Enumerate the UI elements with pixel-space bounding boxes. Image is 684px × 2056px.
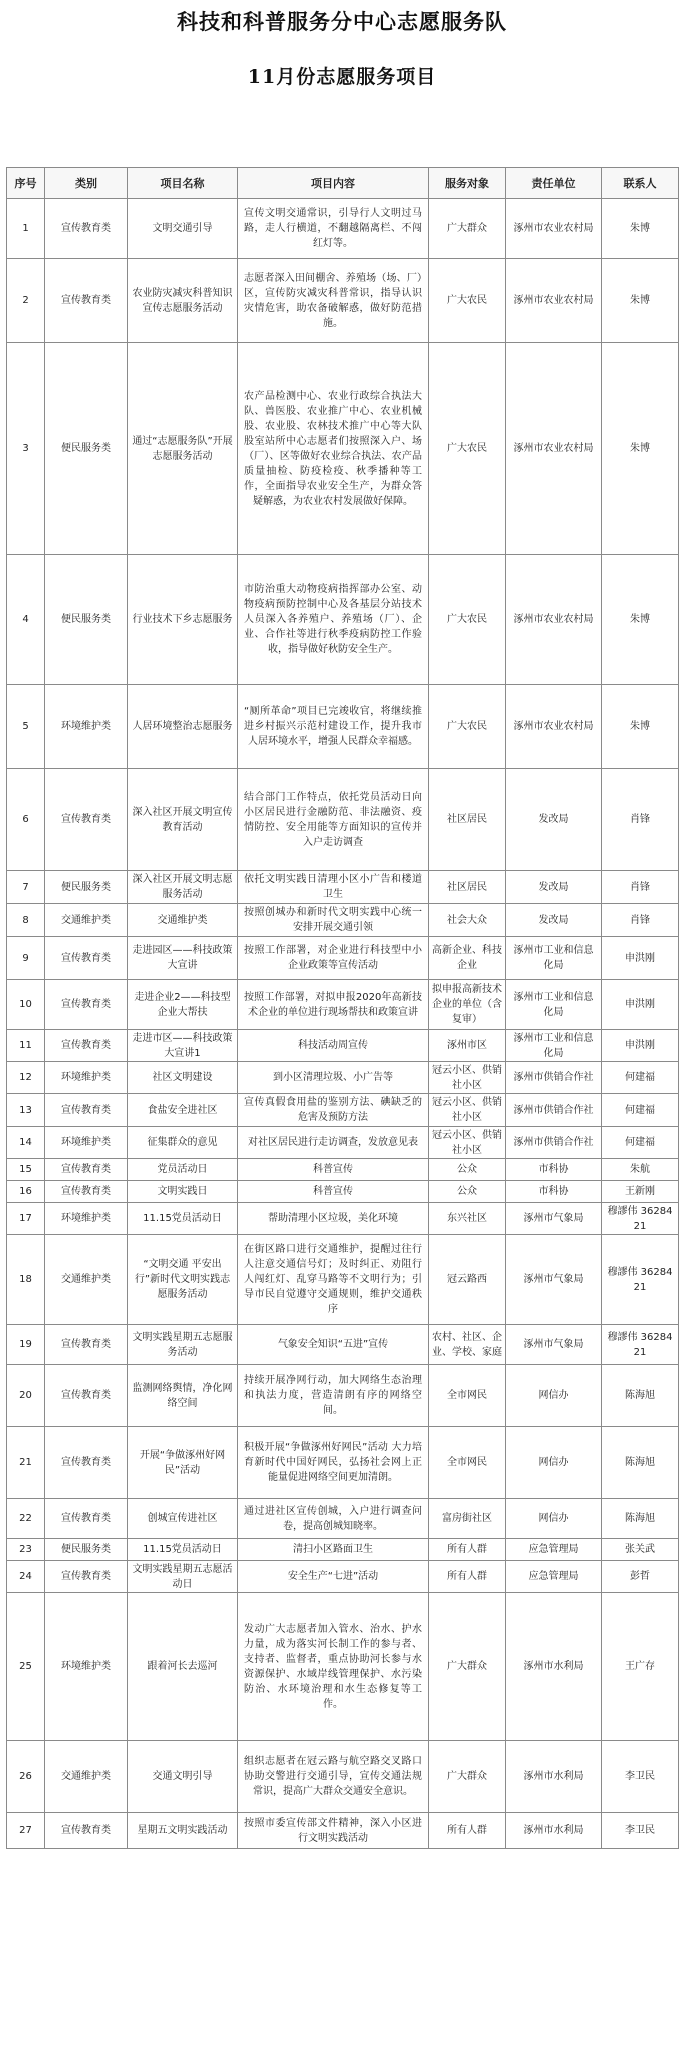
cell-content: 在街区路口进行交通维护，提醒过往行人注意交通信号灯；及时纠正、劝阻行人闯红灯、乱穿马路等不文明行为；引导市民自觉遵守交通规则，维护交通秩序: [238, 1235, 429, 1325]
cell-unit: 涿州市农业农村局: [506, 685, 602, 769]
cell-category: 宣传教育类: [45, 1365, 128, 1427]
cell-contact: 肖锋: [602, 769, 679, 871]
cell-no: 6: [7, 769, 45, 871]
cell-content: 清扫小区路面卫生: [238, 1539, 429, 1561]
cell-name: 走进园区——科技政策大宣讲: [128, 937, 238, 980]
cell-unit: 应急管理局: [506, 1561, 602, 1593]
table-row: [7, 1499, 679, 1539]
table-row: [7, 980, 679, 1030]
header-content: 项目内容: [238, 168, 429, 199]
cell-unit: 发改局: [506, 904, 602, 937]
cell-contact: 王新刚: [602, 1181, 679, 1203]
cell-name: 监测网络舆情，净化网络空间: [128, 1365, 238, 1427]
cell-no: 5: [7, 685, 45, 769]
cell-unit: 发改局: [506, 769, 602, 871]
cell-category: 宣传教育类: [45, 1094, 128, 1127]
cell-unit: 涿州市农业农村局: [506, 555, 602, 685]
cell-name: 创城宣传进社区: [128, 1499, 238, 1539]
cell-category: 环境维护类: [45, 1203, 128, 1235]
table-header-row: [7, 168, 679, 199]
cell-content: 按照工作部署，对拟申报2020年高新技术企业的单位进行现场帮扶和政策宣讲: [238, 980, 429, 1030]
cell-target: 社区居民: [429, 871, 506, 904]
cell-unit: 涿州市供销合作社: [506, 1127, 602, 1159]
cell-target: 冠云小区、供销社小区: [429, 1094, 506, 1127]
cell-unit: 涿州市供销合作社: [506, 1094, 602, 1127]
cell-name: 11.15党员活动日: [128, 1203, 238, 1235]
cell-no: 24: [7, 1561, 45, 1593]
cell-no: 20: [7, 1365, 45, 1427]
cell-name: 走进市区——科技政策大宣讲1: [128, 1030, 238, 1062]
cell-no: 3: [7, 343, 45, 555]
cell-category: 环境维护类: [45, 1127, 128, 1159]
cell-target: 广大群众: [429, 199, 506, 259]
project-table: [6, 167, 679, 1849]
cell-content: 对社区居民进行走访调查，发放意见表: [238, 1127, 429, 1159]
cell-unit: 涿州市工业和信息化局: [506, 937, 602, 980]
cell-contact: 李卫民: [602, 1813, 679, 1849]
cell-content: 到小区清理垃圾、小广告等: [238, 1062, 429, 1094]
table-row: [7, 904, 679, 937]
cell-category: 便民服务类: [45, 343, 128, 555]
cell-no: 1: [7, 199, 45, 259]
cell-content: 组织志愿者在冠云路与航空路交叉路口协助交警进行交通引导，宣传交通法规常识，提高广大群众交通安全意识。: [238, 1741, 429, 1813]
cell-content: 安全生产“七进”活动: [238, 1561, 429, 1593]
cell-no: 21: [7, 1427, 45, 1499]
cell-name: 文明交通引导: [128, 199, 238, 259]
cell-contact: 何建福: [602, 1062, 679, 1094]
cell-contact: 申洪刚: [602, 937, 679, 980]
cell-target: 东兴社区: [429, 1203, 506, 1235]
cell-unit: 应急管理局: [506, 1539, 602, 1561]
table-row: [7, 1813, 679, 1849]
cell-target: 广大农民: [429, 343, 506, 555]
cell-target: 所有人群: [429, 1561, 506, 1593]
cell-category: 便民服务类: [45, 555, 128, 685]
table-row: [7, 871, 679, 904]
header-target: 服务对象: [429, 168, 506, 199]
header-no: 序号: [7, 168, 45, 199]
table-body: [7, 199, 679, 1849]
cell-target: 农村、社区、企业、学校、家庭: [429, 1325, 506, 1365]
cell-contact: 申洪刚: [602, 980, 679, 1030]
cell-contact: 朱博: [602, 685, 679, 769]
cell-category: 环境维护类: [45, 1593, 128, 1741]
table-row: [7, 1235, 679, 1325]
header-name: 项目名称: [128, 168, 238, 199]
cell-contact: 彭哲: [602, 1561, 679, 1593]
cell-name: 农业防灾减灾科普知识宣传志愿服务活动: [128, 259, 238, 343]
cell-category: 宣传教育类: [45, 1181, 128, 1203]
cell-contact: 张关武: [602, 1539, 679, 1561]
table-row: [7, 1427, 679, 1499]
cell-target: 广大群众: [429, 1741, 506, 1813]
cell-category: 宣传教育类: [45, 259, 128, 343]
cell-name: “文明交通 平安出行”新时代文明实践志愿服务活动: [128, 1235, 238, 1325]
cell-content: 积极开展“争做涿州好网民”活动 大力培育新时代中国好网民，弘扬社会网上正能量促进网络空间更加清朗。: [238, 1427, 429, 1499]
cell-contact: 肖锋: [602, 871, 679, 904]
cell-no: 11: [7, 1030, 45, 1062]
cell-unit: 涿州市水利局: [506, 1813, 602, 1849]
cell-category: 宣传教育类: [45, 199, 128, 259]
cell-category: 宣传教育类: [45, 1427, 128, 1499]
cell-no: 19: [7, 1325, 45, 1365]
cell-content: 依托文明实践日清理小区小广告和楼道 卫生: [238, 871, 429, 904]
cell-unit: 涿州市农业农村局: [506, 259, 602, 343]
cell-unit: 市科协: [506, 1181, 602, 1203]
cell-unit: 网信办: [506, 1427, 602, 1499]
cell-category: 环境维护类: [45, 1062, 128, 1094]
cell-no: 2: [7, 259, 45, 343]
cell-target: 公众: [429, 1181, 506, 1203]
cell-category: 环境维护类: [45, 685, 128, 769]
cell-target: 冠云小区、供销社小区: [429, 1127, 506, 1159]
cell-content: 按照创城办和新时代文明实践中心统一安排开展交通引领: [238, 904, 429, 937]
cell-contact: 陈海旭: [602, 1499, 679, 1539]
cell-unit: 网信办: [506, 1365, 602, 1427]
cell-contact: 肖锋: [602, 904, 679, 937]
table-row: [7, 1181, 679, 1203]
cell-unit: 网信办: [506, 1499, 602, 1539]
cell-target: 社区居民: [429, 769, 506, 871]
header-category: 类别: [45, 168, 128, 199]
table-row: [7, 685, 679, 769]
cell-contact: 朱博: [602, 199, 679, 259]
cell-category: 交通维护类: [45, 1235, 128, 1325]
cell-content: 通过进社区宣传创城，入户进行调查问卷，提高创城知晓率。: [238, 1499, 429, 1539]
table-row: [7, 937, 679, 980]
table-row: [7, 1127, 679, 1159]
table-row: [7, 1062, 679, 1094]
cell-no: 18: [7, 1235, 45, 1325]
cell-contact: 朱博: [602, 555, 679, 685]
cell-unit: 涿州市工业和信息化局: [506, 1030, 602, 1062]
cell-name: 深入社区开展文明宣传教育活动: [128, 769, 238, 871]
cell-target: 全市网民: [429, 1427, 506, 1499]
cell-target: 涿州市区: [429, 1030, 506, 1062]
cell-content: 帮助清理小区垃圾，美化环境: [238, 1203, 429, 1235]
table-row: [7, 1030, 679, 1062]
cell-contact: 穆謬伟 3628421: [602, 1203, 679, 1235]
cell-category: 交通维护类: [45, 1741, 128, 1813]
cell-target: 冠云小区、供销社小区: [429, 1062, 506, 1094]
cell-name: 交通文明引导: [128, 1741, 238, 1813]
page-subtitle: 11月份志愿服务项目: [247, 66, 437, 88]
cell-name: 交通维护类: [128, 904, 238, 937]
cell-no: 13: [7, 1094, 45, 1127]
cell-name: 食盐安全进社区: [128, 1094, 238, 1127]
cell-name: 走进企业2——科技型企业大帮扶: [128, 980, 238, 1030]
cell-unit: 涿州市水利局: [506, 1593, 602, 1741]
cell-target: 拟申报高新技术企业的单位（含复审）: [429, 980, 506, 1030]
cell-name: 征集群众的意见: [128, 1127, 238, 1159]
cell-name: 文明实践日: [128, 1181, 238, 1203]
cell-target: 广大农民: [429, 555, 506, 685]
cell-target: 富房街社区: [429, 1499, 506, 1539]
table-row: [7, 769, 679, 871]
cell-content: 宣传文明交通常识，引导行人文明过马路，走人行横道，不翻越隔离栏、不闯红灯等。: [238, 199, 429, 259]
table-row: [7, 1325, 679, 1365]
table-row: [7, 1094, 679, 1127]
table-row: [7, 1593, 679, 1741]
cell-category: 宣传教育类: [45, 1813, 128, 1849]
cell-contact: 穆謬伟 3628421: [602, 1235, 679, 1325]
table-row: [7, 1561, 679, 1593]
cell-category: 便民服务类: [45, 871, 128, 904]
header-contact: 联系人: [602, 168, 679, 199]
cell-no: 16: [7, 1181, 45, 1203]
cell-unit: 涿州市气象局: [506, 1325, 602, 1365]
cell-contact: 朱博: [602, 343, 679, 555]
cell-name: 深入社区开展文明志愿服务活动: [128, 871, 238, 904]
cell-unit: 涿州市农业农村局: [506, 199, 602, 259]
cell-content: 发动广大志愿者加入管水、治水、护水力量，成为落实河长制工作的参与者、支持者、监督者，重点协助河长参与水资源保护、水域岸线管理保护、水污染防治、水环境治理和水生态修复等工作。: [238, 1593, 429, 1741]
cell-content: “厕所革命”项目已完竣收官，将继续推进乡村振兴示范村建设工作，提升我市人居环境水平，增强人民群众幸福感。: [238, 685, 429, 769]
cell-no: 10: [7, 980, 45, 1030]
table-row: [7, 555, 679, 685]
cell-contact: 陈海旭: [602, 1427, 679, 1499]
cell-contact: 陈海旭: [602, 1365, 679, 1427]
cell-no: 22: [7, 1499, 45, 1539]
cell-target: 冠云路西: [429, 1235, 506, 1325]
cell-category: 交通维护类: [45, 904, 128, 937]
cell-target: 公众: [429, 1159, 506, 1181]
cell-content: 农产品检测中心、农业行政综合执法大队、兽医股、农业推广中心、农业机械股、农业股、农林技术推广中心等大队股室站所中心志愿者们按照深入户、场（厂）、区等做好农业综合执法、农产品质量抽检、防疫检疫、秋季播种等工作，全面指导农业安全生产，为群众答疑解惑，为农业农村发展做好保障。: [238, 343, 429, 555]
cell-content: 科普宣传: [238, 1159, 429, 1181]
cell-content: 持续开展净网行动，加大网络生态治理和执法力度，营造清朗有序的网络空间。: [238, 1365, 429, 1427]
cell-category: 便民服务类: [45, 1539, 128, 1561]
table-row: [7, 1539, 679, 1561]
cell-no: 9: [7, 937, 45, 980]
cell-contact: 何建福: [602, 1094, 679, 1127]
cell-content: 志愿者深入田间棚舍、养殖场（场、厂）区，宣传防灾减灾科普常识，指导认识灾情危害，助农备破解惑，做好防范措施。: [238, 259, 429, 343]
cell-category: 宣传教育类: [45, 1159, 128, 1181]
table-row: [7, 1741, 679, 1813]
cell-unit: 市科协: [506, 1159, 602, 1181]
cell-unit: 涿州市气象局: [506, 1203, 602, 1235]
cell-name: 文明实践星期五志愿服务活动: [128, 1325, 238, 1365]
cell-content: 科普宣传: [238, 1181, 429, 1203]
cell-name: 跟着河长去巡河: [128, 1593, 238, 1741]
cell-target: 广大农民: [429, 259, 506, 343]
cell-no: 14: [7, 1127, 45, 1159]
cell-name: 党员活动日: [128, 1159, 238, 1181]
cell-target: 高新企业、科技企业: [429, 937, 506, 980]
cell-unit: 发改局: [506, 871, 602, 904]
cell-contact: 朱航: [602, 1159, 679, 1181]
page-title: 科技和科普服务分中心志愿服务队: [177, 9, 507, 34]
table-row: [7, 1159, 679, 1181]
cell-contact: 王广存: [602, 1593, 679, 1741]
cell-contact: 何建福: [602, 1127, 679, 1159]
cell-category: 宣传教育类: [45, 1030, 128, 1062]
cell-no: 12: [7, 1062, 45, 1094]
cell-target: 全市网民: [429, 1365, 506, 1427]
cell-category: 宣传教育类: [45, 980, 128, 1030]
cell-unit: 涿州市气象局: [506, 1235, 602, 1325]
cell-name: 文明实践星期五志愿活动日: [128, 1561, 238, 1593]
cell-no: 7: [7, 871, 45, 904]
cell-content: 按照市委宣传部文件精神，深入小区进行文明实践活动: [238, 1813, 429, 1849]
cell-content: 市防治重大动物疫病指挥部办公室、动物疫病预防控制中心及各基层分站技术人员深入各养殖户、养殖场（厂）、企业、合作社等进行秋季疫病防控工作验收，指导做好秋防安全生产。: [238, 555, 429, 685]
cell-unit: 涿州市工业和信息化局: [506, 980, 602, 1030]
cell-no: 17: [7, 1203, 45, 1235]
cell-content: 气象安全知识“五进”宣传: [238, 1325, 429, 1365]
table-row: [7, 1203, 679, 1235]
cell-contact: 朱博: [602, 259, 679, 343]
cell-no: 15: [7, 1159, 45, 1181]
cell-target: 所有人群: [429, 1813, 506, 1849]
cell-no: 4: [7, 555, 45, 685]
cell-unit: 涿州市供销合作社: [506, 1062, 602, 1094]
cell-name: 行业技术下乡志愿服务: [128, 555, 238, 685]
header-unit: 责任单位: [506, 168, 602, 199]
cell-name: 星期五文明实践活动: [128, 1813, 238, 1849]
cell-name: 11.15党员活动日: [128, 1539, 238, 1561]
table-row: [7, 259, 679, 343]
cell-contact: 申洪刚: [602, 1030, 679, 1062]
cell-no: 23: [7, 1539, 45, 1561]
cell-name: 人居环境整治志愿服务: [128, 685, 238, 769]
cell-content: 宣传真假食用盐的鉴别方法、碘缺乏的危害及预防方法: [238, 1094, 429, 1127]
cell-category: 宣传教育类: [45, 1325, 128, 1365]
cell-name: 社区文明建设: [128, 1062, 238, 1094]
cell-no: 25: [7, 1593, 45, 1741]
cell-target: 所有人群: [429, 1539, 506, 1561]
table-row: [7, 343, 679, 555]
cell-target: 社会大众: [429, 904, 506, 937]
cell-name: 开展“争做涿州好网民”活动: [128, 1427, 238, 1499]
cell-no: 26: [7, 1741, 45, 1813]
cell-contact: 穆謬伟 3628421: [602, 1325, 679, 1365]
cell-content: 结合部门工作特点，依托党员活动日向小区居民进行金融防范、非法融资、疫情防控、安全用能等方面知识的宣传并入户走访调查: [238, 769, 429, 871]
cell-unit: 涿州市农业农村局: [506, 343, 602, 555]
cell-target: 广大农民: [429, 685, 506, 769]
cell-category: 宣传教育类: [45, 769, 128, 871]
table-row: [7, 1365, 679, 1427]
cell-target: 广大群众: [429, 1593, 506, 1741]
cell-unit: 涿州市水利局: [506, 1741, 602, 1813]
cell-category: 宣传教育类: [45, 1499, 128, 1539]
cell-category: 宣传教育类: [45, 1561, 128, 1593]
cell-content: 科技活动周宣传: [238, 1030, 429, 1062]
cell-category: 宣传教育类: [45, 937, 128, 980]
cell-name: 通过“志愿服务队”开展志愿服务活动: [128, 343, 238, 555]
cell-no: 8: [7, 904, 45, 937]
table-row: [7, 199, 679, 259]
cell-no: 27: [7, 1813, 45, 1849]
cell-content: 按照工作部署，对企业进行科技型中小企业政策等宣传活动: [238, 937, 429, 980]
cell-contact: 李卫民: [602, 1741, 679, 1813]
